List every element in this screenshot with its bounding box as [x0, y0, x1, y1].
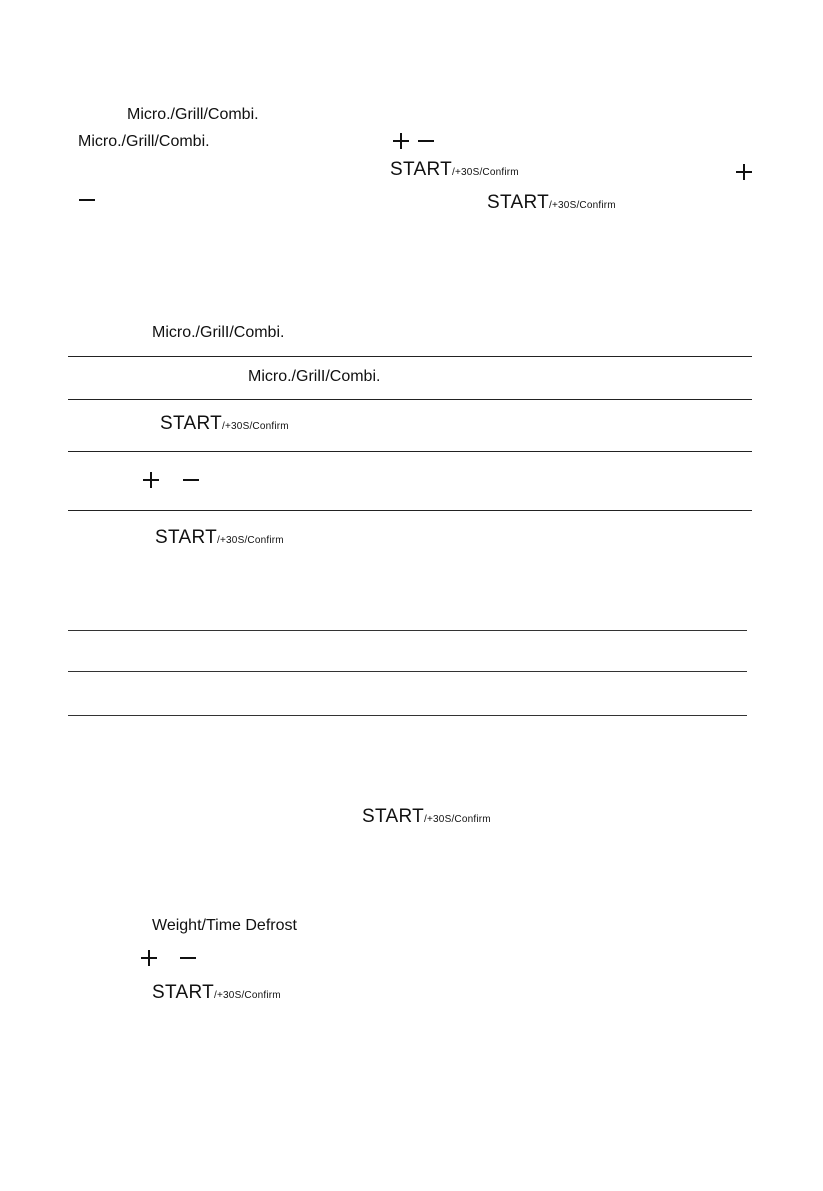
micro-grill-combi-label: Micro./Grill/Combi. — [78, 133, 210, 150]
table-rule — [68, 630, 747, 631]
table-rule — [68, 451, 752, 452]
start-confirm-label: START/+30S/Confirm — [152, 982, 281, 1003]
minus-icon — [79, 192, 95, 208]
plus-icon — [141, 950, 157, 966]
minus-icon — [418, 133, 434, 149]
plus-icon — [393, 133, 409, 149]
plus-icon — [736, 164, 752, 180]
micro-grill-combi-label: Micro./GrilI/Combi. — [152, 324, 285, 341]
table-rule — [68, 399, 752, 400]
start-confirm-label: START/+30S/Confirm — [160, 413, 289, 434]
table-rule — [68, 510, 752, 511]
micro-grill-combi-label: Micro./Grill/Combi. — [127, 106, 259, 123]
weight-time-defrost-label: Weight/Time Defrost — [152, 917, 297, 934]
start-confirm-label: START/+30S/Confirm — [487, 192, 616, 213]
table-rule — [68, 715, 747, 716]
plus-icon — [143, 472, 159, 488]
table-rule — [68, 356, 752, 357]
table-rule — [68, 671, 747, 672]
minus-icon — [180, 950, 196, 966]
minus-icon — [183, 472, 199, 488]
start-confirm-label: START/+30S/Confirm — [362, 806, 491, 827]
start-confirm-label: START/+30S/Confirm — [155, 527, 284, 548]
micro-grill-combi-label: Micro./GrilI/Combi. — [248, 368, 381, 385]
start-confirm-label: START/+30S/Confirm — [390, 159, 519, 180]
